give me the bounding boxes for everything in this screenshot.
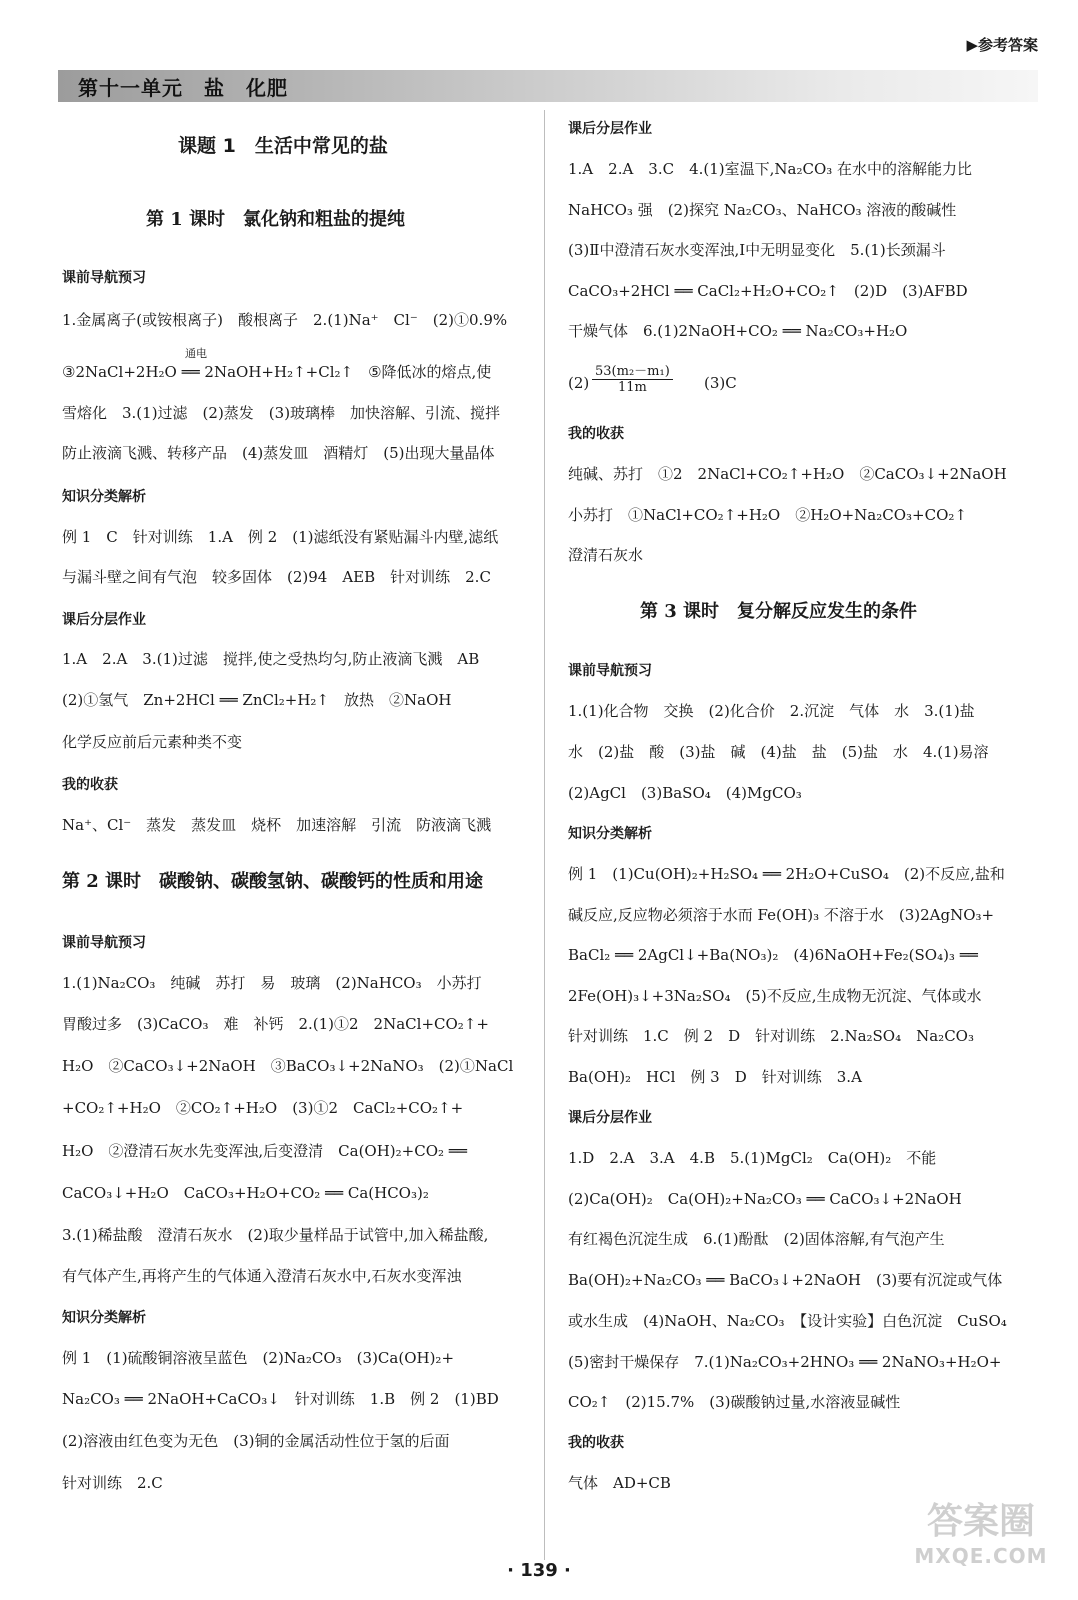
condition-label: 通电 (185, 347, 207, 360)
section-heading: 我的收获 (62, 777, 118, 793)
section-heading: 课后分层作业 (568, 1110, 652, 1126)
answer-line: (2)AgCl (3)BaSO₄ (4)MgCO₃ (568, 784, 802, 802)
answer-line: 1.A 2.A 3.C 4.(1)室温下,Na₂CO₃ 在水中的溶解能力比 (568, 160, 973, 178)
fraction-numerator: 53(m₂－m₁) (592, 364, 673, 380)
answer-line: 气体 AD+CB (568, 1474, 671, 1492)
answer-line: H₂O ②CaCO₃↓+2NaOH ③BaCO₃↓+2NaNO₃ (2)①NaCl (62, 1057, 514, 1075)
section-heading: 课前导航预习 (568, 663, 652, 679)
answer-line: BaCl₂ ══ 2AgCl↓+Ba(NO₃)₂ (4)6NaOH+Fe₂(SO₄)₃ ══ (568, 946, 978, 964)
answer-line: 例 1 (1)Cu(OH)₂+H₂SO₄ ══ 2H₂O+CuSO₄ (2)不反应,盐和 (568, 865, 1005, 883)
answer-line: 有气体产生,再将产生的气体通入澄清石灰水中,石灰水变浑浊 (62, 1267, 462, 1285)
answer-line: CO₂↑ (2)15.7% (3)碳酸钠过量,水溶液显碱性 (568, 1393, 901, 1411)
answer-line: (5)密封干燥保存 7.(1)Na₂CO₃+2HNO₃ ══ 2NaNO₃+H₂O+ (568, 1353, 1002, 1371)
answer-line: 2Fe(OH)₃↓+3Na₂SO₄ (5)不反应,生成物无沉淀、气体或水 (568, 987, 982, 1005)
answer-line: 1.(1)Na₂CO₃ 纯碱 苏打 易 玻璃 (2)NaHCO₃ 小苏打 (62, 974, 482, 992)
fraction-suffix: (3)C (704, 374, 737, 392)
answer-line: 与漏斗壁之间有气泡 较多固体 (2)94 AEB 针对训练 2.C (62, 568, 491, 586)
answer-line: 例 1 (1)硫酸铜溶液呈蓝色 (2)Na₂CO₃ (3)Ca(OH)₂+ (62, 1349, 455, 1367)
section-heading: 课前导航预习 (62, 935, 146, 951)
answer-line: 1.(1)化合物 交换 (2)化合价 2.沉淀 气体 水 3.(1)盐 (568, 702, 975, 720)
answer-line: 碱反应,反应物必须溶于水而 Fe(OH)₃ 不溶于水 (3)2AgNO₃+ (568, 906, 995, 924)
answer-line: (2)溶液由红色变为无色 (3)铜的金属活动性位于氢的后面 (62, 1432, 450, 1450)
section-heading: 知识分类解析 (568, 826, 652, 842)
watermark-logo (906, 1500, 1056, 1586)
answer-line: Na₂CO₃ ══ 2NaOH+CaCO₃↓ 针对训练 1.B 例 2 (1)BD (62, 1390, 499, 1408)
lesson-2-title: 第 2 课时 碳酸钠、碳酸氢钠、碳酸钙的性质和用途 (62, 871, 484, 892)
answer-line: 澄清石灰水 (568, 546, 644, 564)
answer-line: 3.(1)稀盐酸 澄清石灰水 (2)取少量样品于试管中,加入稀盐酸, (62, 1226, 489, 1244)
answer-line: 1.D 2.A 3.A 4.B 5.(1)MgCl₂ Ca(OH)₂ 不能 (568, 1149, 937, 1167)
section-heading: 课前导航预习 (62, 270, 146, 286)
answer-line: Ba(OH)₂ HCl 例 3 D 针对训练 3.A (568, 1068, 862, 1086)
lesson-3-title: 第 3 课时 复分解反应发生的条件 (640, 601, 918, 622)
fraction-denominator: 11m (617, 380, 647, 395)
answer-line: 化学反应前后元素种类不变 (62, 733, 243, 751)
answer-line: 1.金属离子(或铵根离子) 酸根离子 2.(1)Na⁺ Cl⁻ (2)①0.9% (62, 311, 508, 329)
section-heading: 课后分层作业 (568, 121, 652, 137)
answer-line: Na⁺、Cl⁻ 蒸发 蒸发皿 烧杯 加速溶解 引流 防液滴飞溅 (62, 816, 492, 834)
answer-line: 针对训练 2.C (62, 1474, 163, 1492)
answer-line: (2)①氢气 Zn+2HCl ══ ZnCl₂+H₂↑ 放热 ②NaOH (62, 691, 452, 709)
answer-line: 小苏打 ①NaCl+CO₂↑+H₂O ②H₂O+Na₂CO₃+CO₂↑ (568, 506, 967, 524)
section-heading: 我的收获 (568, 1435, 624, 1451)
answer-line: (2)Ca(OH)₂ Ca(OH)₂+Na₂CO₃ ══ CaCO₃↓+2NaOH (568, 1190, 962, 1208)
answer-line: ③2NaCl+2H₂O ══ 2NaOH+H₂↑+Cl₂↑ ⑤降低冰的熔点,使 (62, 363, 492, 381)
answer-line: CaCO₃↓+H₂O CaCO₃+H₂O+CO₂ ══ Ca(HCO₃)₂ (62, 1184, 429, 1202)
answer-line: NaHCO₃ 强 (2)探究 Na₂CO₃、NaHCO₃ 溶液的酸碱性 (568, 201, 957, 219)
section-heading: 知识分类解析 (62, 489, 146, 505)
answer-line: 例 1 C 针对训练 1.A 例 2 (1)滤纸没有紧贴漏斗内壁,滤纸 (62, 528, 499, 546)
answer-line: 防止液滴飞溅、转移产品 (4)蒸发皿 酒精灯 (5)出现大量晶体 (62, 444, 495, 462)
answer-line: 水 (2)盐 酸 (3)盐 碱 (4)盐 盐 (5)盐 水 4.(1)易溶 (568, 743, 989, 761)
answer-line: 或水生成 (4)NaOH、Na₂CO₃ 【设计实验】白色沉淀 CuSO₄ (568, 1312, 1007, 1330)
topic-title: 课题 1 生活中常见的盐 (178, 135, 388, 157)
unit-title: 第十一单元 盐 化肥 (78, 76, 288, 100)
answer-line: 干燥气体 6.(1)2NaOH+CO₂ ══ Na₂CO₃+H₂O (568, 322, 908, 340)
header-tag: ▶参考答案 (966, 36, 1038, 54)
fraction-prefix: (2) (568, 374, 590, 392)
page-number: · 139 · (507, 1560, 571, 1581)
answer-line: 雪熔化 3.(1)过滤 (2)蒸发 (3)玻璃棒 加快溶解、引流、搅拌 (62, 404, 501, 422)
section-heading: 我的收获 (568, 426, 624, 442)
section-heading: 课后分层作业 (62, 612, 146, 628)
answer-line: 针对训练 1.C 例 2 D 针对训练 2.Na₂SO₄ Na₂CO₃ (568, 1027, 974, 1045)
answer-line: 有红褐色沉淀生成 6.(1)酚酞 (2)固体溶解,有气泡产生 (568, 1230, 945, 1248)
watermark-url: MXQE.COM (914, 1544, 1048, 1568)
answer-line: CaCO₃+2HCl ══ CaCl₂+H₂O+CO₂↑ (2)D (3)AFBD (568, 282, 968, 300)
answer-line: (3)Ⅱ中澄清石灰水变浑浊,Ⅰ中无明显变化 5.(1)长颈漏斗 (568, 241, 946, 259)
answer-line: Ba(OH)₂+Na₂CO₃ ══ BaCO₃↓+2NaOH (3)要有沉淀或气体 (568, 1271, 1003, 1289)
fraction (592, 364, 673, 395)
lesson-1-title: 第 1 课时 氯化钠和粗盐的提纯 (146, 209, 406, 230)
section-heading: 知识分类解析 (62, 1310, 146, 1326)
answer-line: 1.A 2.A 3.(1)过滤 搅拌,使之受热均匀,防止液滴飞溅 AB (62, 650, 480, 668)
answer-line: H₂O ②澄清石灰水先变浑浊,后变澄清 Ca(OH)₂+CO₂ ══ (62, 1142, 467, 1160)
column-divider (544, 110, 545, 1560)
answer-line: 纯碱、苏打 ①2 2NaCl+CO₂↑+H₂O ②CaCO₃↓+2NaOH (568, 465, 1007, 483)
answer-line: 胃酸过多 (3)CaCO₃ 难 补钙 2.(1)①2 2NaCl+CO₂↑+ (62, 1015, 489, 1033)
watermark-text: 答案圈 (926, 1501, 1035, 1542)
answer-line: +CO₂↑+H₂O ②CO₂↑+H₂O (3)①2 CaCl₂+CO₂↑+ (62, 1099, 464, 1117)
